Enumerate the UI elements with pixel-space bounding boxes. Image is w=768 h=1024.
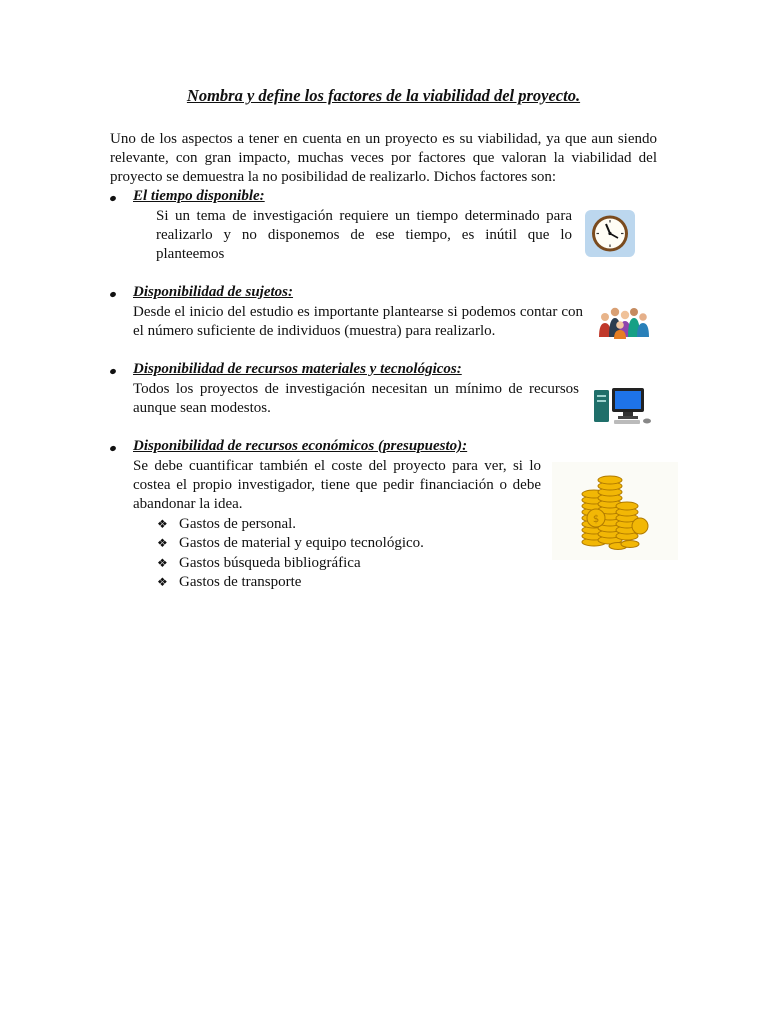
list-item [157, 554, 424, 573]
people-group-icon [596, 303, 651, 339]
computer-icon [592, 386, 656, 426]
factor-text-budget: Se debe cuantificar también el coste del proyecto para ver, si lo costea el propio investigador, tiene que pedir financiación o debe abandonar la idea. [133, 458, 541, 513]
diamond-bullet-icon: ❖ [157, 555, 168, 570]
factor-text-materials: Todos los proyectos de investigación necesitan un mínimo de recursos aunque sean modestos. [133, 381, 579, 417]
svg-text:$: $ [592, 514, 600, 525]
intro-paragraph: Uno de los aspectos a tener en cuenta en un proyecto es su viabilidad, ya que aun siendo relevante, con gran impacto, muchas veces por factores que valoran la viabilidad del proyecto se demuestra la no posibilidad de realizarlo. Dichos factores son: [110, 131, 657, 186]
diamond-bullet-icon: ❖ [157, 536, 168, 551]
list-item-text: Gastos de personal. [179, 516, 297, 532]
factor-heading-budget: Disponibilidad de recursos económicos (presupuesto): [133, 438, 468, 454]
coins-icon [552, 462, 678, 560]
list-item-text: Gastos búsqueda bibliográfica [179, 554, 361, 571]
clock-icon [585, 210, 635, 257]
list-item [157, 515, 424, 534]
page-title: Nombra y define los factores de la viabilidad del proyecto. [186, 86, 581, 105]
bullet-marker [109, 445, 117, 452]
diamond-bullet-icon: ❖ [157, 575, 168, 590]
list-item-text: Gastos de material y equipo tecnológico. [179, 535, 424, 552]
factor-heading-materials: Disponibilidad de recursos materiales y tecnológicos: [133, 361, 462, 377]
bullet-marker [109, 368, 117, 375]
bullet-marker [109, 195, 117, 202]
diamond-bullet-icon: ❖ [157, 517, 168, 531]
factor-text-subjects: Desde el inicio del estudio es importante plantearse si podemos contar con el número suficiente de individuos (muestra) para realizarlo. [133, 304, 583, 340]
list-item [157, 534, 424, 553]
factor-heading-time: El tiempo disponible: [133, 188, 265, 204]
list-item [157, 573, 424, 592]
bullet-marker [109, 291, 117, 298]
factor-text-time: Si un tema de investigación requiere un tiempo determinado para realizarlo y no disponemos de ese tiempo, es inútil que lo planteemos [156, 208, 572, 263]
list-item-text: Gastos de transporte [179, 574, 302, 591]
expense-list [157, 515, 424, 593]
factor-heading-subjects: Disponibilidad de sujetos: [133, 284, 294, 300]
